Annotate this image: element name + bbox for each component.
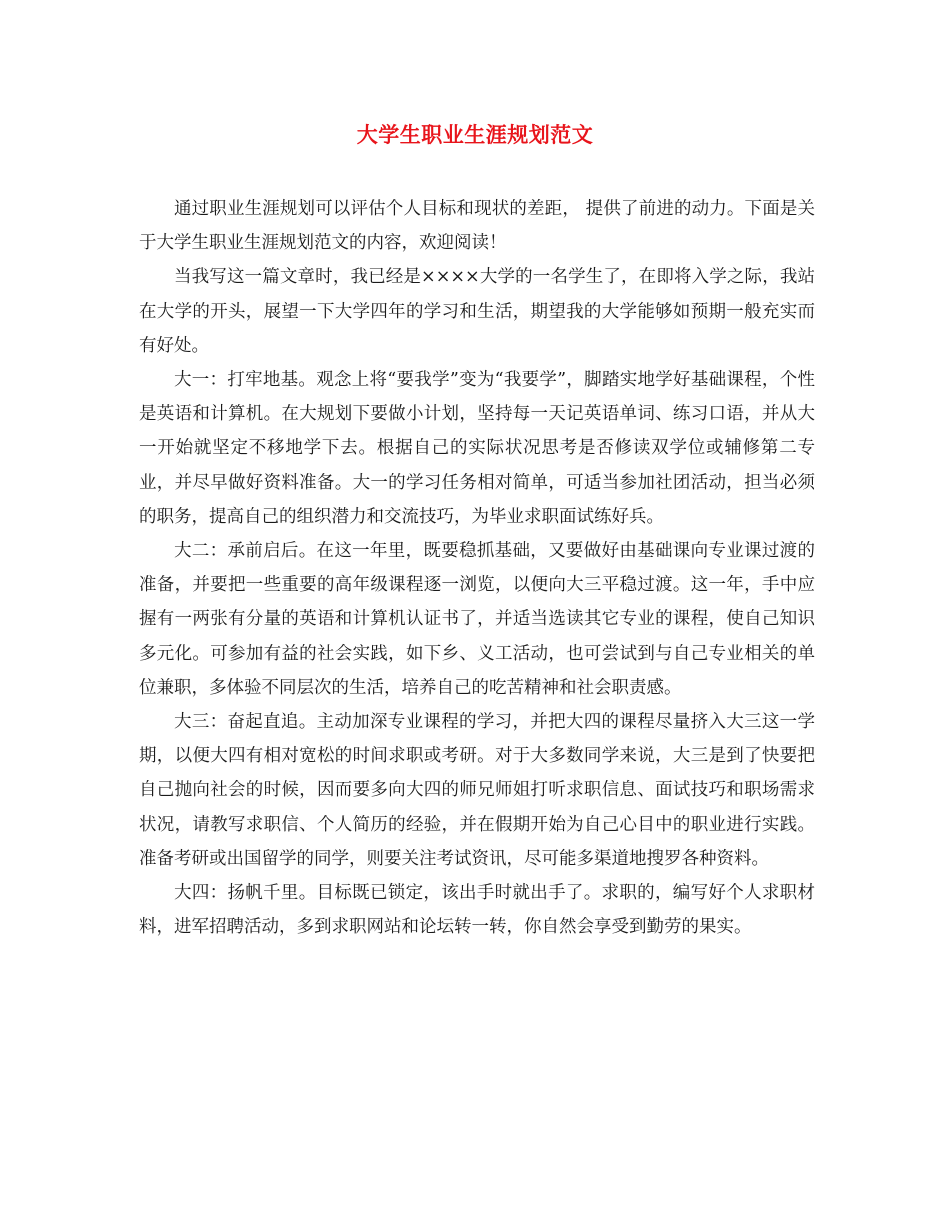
paragraph-year-four: 大四：扬帆千里。目标既已锁定，该出手时就出手了。求职的，编写好个人求职材料，进军招聘活动，多到求职网站和论坛转一转，你自然会享受到勤劳的果实。: [139, 883, 815, 938]
paragraph-opening: 当我写这一篇文章时，我已经是××××大学的一名学生了，在即将入学之际，我站在大学的开头，展望一下大学四年的学习和生活，期望我的大学能够如预期一般充实而有好处。: [139, 267, 815, 356]
paragraph-year-two: 大二：承前启后。在这一年里，既要稳抓基础，又要做好由基础课向专业课过渡的准备，并要把一些重要的高年级课程逐一浏览，以便向大三平稳过渡。这一年，手中应握有一两张有分量的英语和计算机认证书了，并适当选读其它专业的课程，使自己知识多元化。可参加有益的社会实践，如下乡、义工活动，也可尝试到与自己专业相关的单位兼职，多体验不同层次的生活，培养自己的吃苦精神和社会职责感。: [139, 541, 815, 698]
paragraph-intro: 通过职业生涯规划可以评估个人目标和现状的差距， 提供了前进的动力。下面是关于大学生职业生涯规划范文的内容，欢迎阅读！: [139, 199, 815, 254]
paragraph-year-three: 大三：奋起直追。主动加深专业课程的学习，并把大四的课程尽量挤入大三这一学期，以便大四有相对宽松的时间求职或考研。对于大多数同学来说，大三是到了快要把自己抛向社会的时候，因而要多向大四的师兄师姐打听求职信息、面试技巧和职场需求状况，请教写求职信、个人简历的经验，并在假期开始为自己心目中的职业进行实践。准备考研或出国留学的同学，则要关注考试资讯，尽可能多渠道地搜罗各种资料。: [139, 712, 815, 869]
paragraph-year-one: 大一：打牢地基。观念上将“要我学”变为“我要学”，脚踏实地学好基础课程，个性是英语和计算机。在大规划下要做小计划，坚持每一天记英语单词、练习口语，并从大一开始就坚定不移地学下去。根据自己的实际状况思考是否修读双学位或辅修第二专业，并尽早做好资料准备。大一的学习任务相对简单，可适当参加社团活动，担当必须的职务，提高自己的组织潜力和交流技巧，为毕业求职面试练好兵。: [139, 370, 815, 527]
document-title: 大学生职业生涯规划范文: [356, 122, 594, 147]
document-body: [139, 192, 815, 944]
